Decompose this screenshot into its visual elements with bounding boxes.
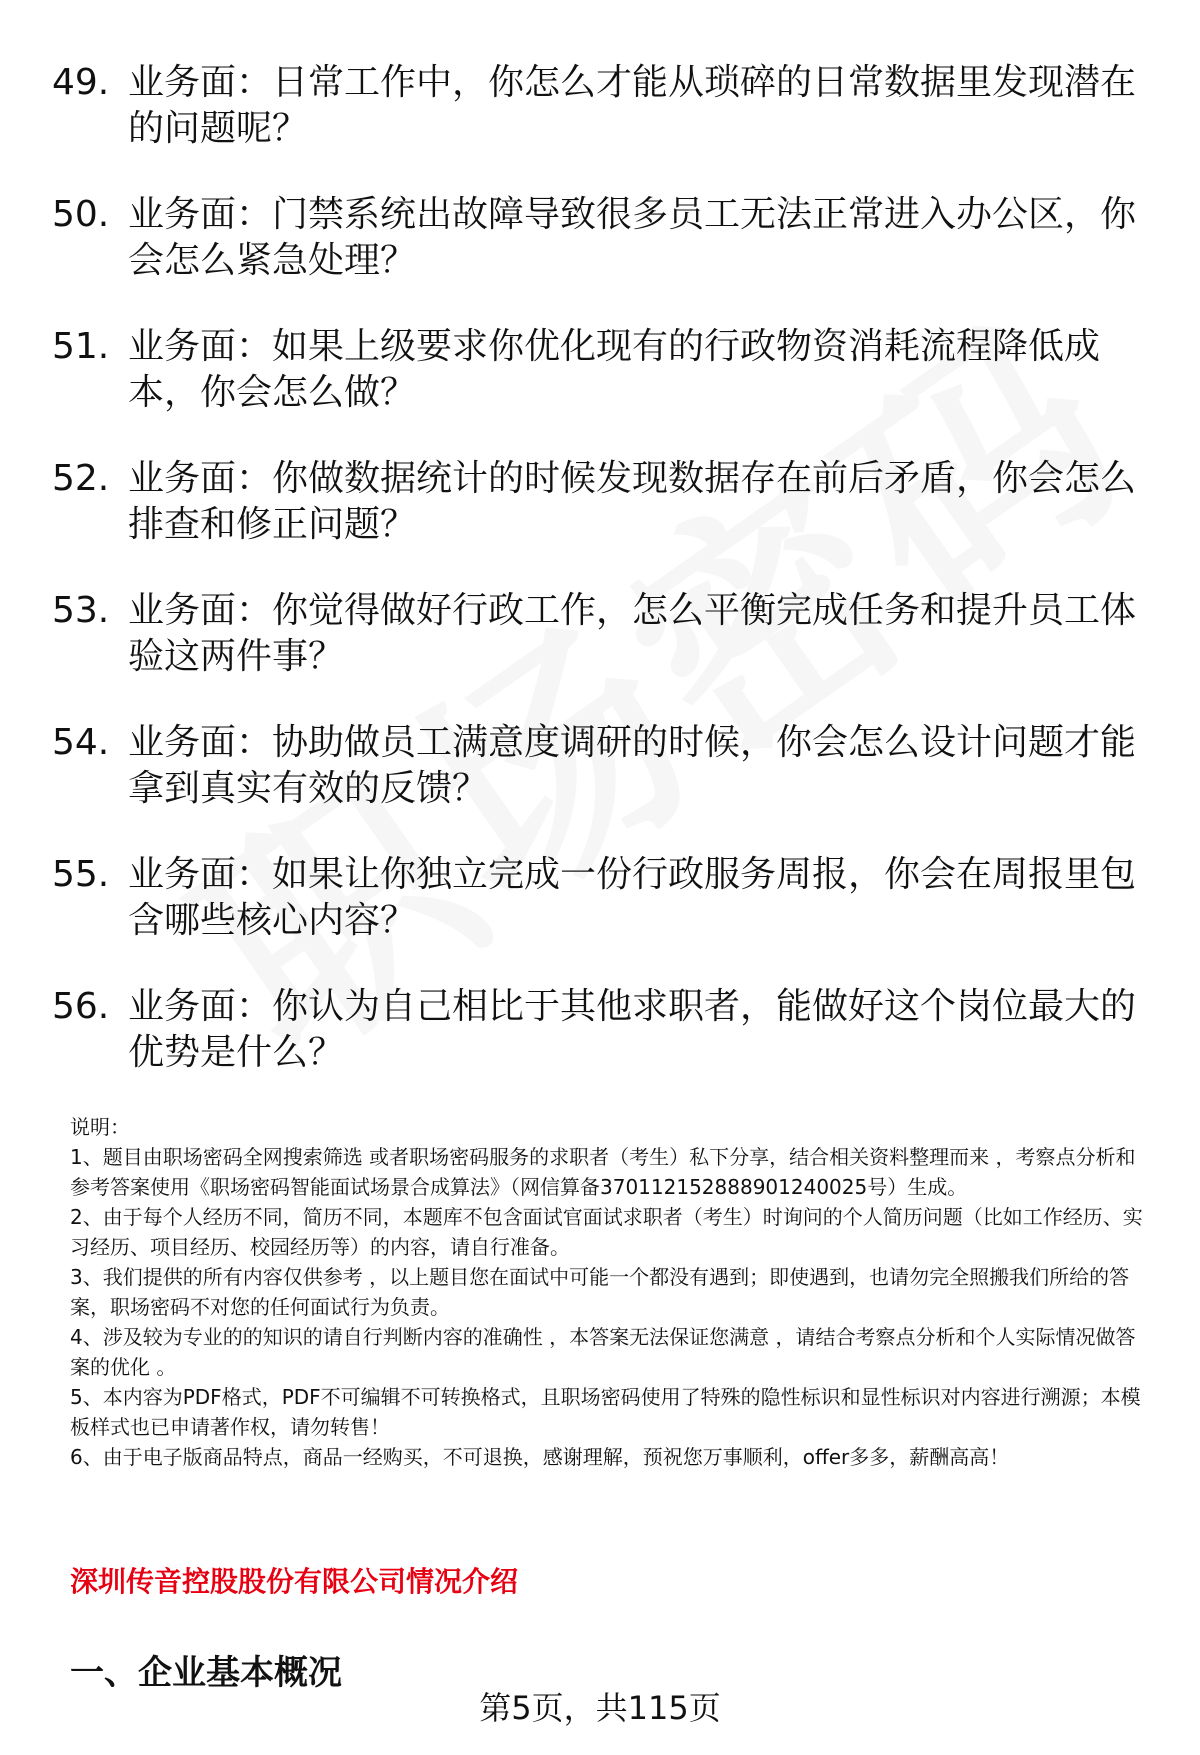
question-text: 业务面：你觉得做好行政工作，怎么平衡完成任务和提升员工体验这两件事？: [128, 590, 1137, 677]
notes-section: [70, 1112, 1155, 1472]
question-text: 业务面：协助做员工满意度调研的时候，你会怎么设计问题才能拿到真实有效的反馈？: [128, 722, 1137, 809]
question-number: 53.: [52, 590, 110, 631]
note-item: 4、涉及较为专业的的知识的请自行判断内容的准确性 ，本答案无法保证您满意 ，请结合考察点分析和个人实际情况做答案的优化 。: [70, 1325, 1136, 1379]
question-item: [52, 192, 1152, 284]
question-item: [52, 852, 1152, 944]
question-number: 55.: [52, 854, 110, 895]
question-number: 51.: [52, 326, 110, 367]
question-number: 54.: [52, 722, 110, 763]
note-item: 1、题目由职场密码全网搜索筛选 或者职场密码服务的求职者（考生）私下分享，结合相关资料整理而来 ，考察点分析和参考答案使用《职场密码智能面试场景合成算法》（网信算备370112152888901240025号）生成。: [70, 1145, 1136, 1199]
question-item: [52, 324, 1152, 416]
question-number: 52.: [52, 458, 110, 499]
question-text: 业务面：你认为自己相比于其他求职者，能做好这个岗位最大的优势是什么？: [128, 986, 1137, 1073]
section-title: 一、企业基本概况: [70, 1653, 342, 1693]
question-list: [52, 60, 1152, 1116]
note-item: 3、我们提供的所有内容仅供参考 ，以上题目您在面试中可能一个都没有遇到；即使遇到，也请勿完全照搬我们所给的答案，职场密码不对您的任何面试行为负责。: [70, 1265, 1130, 1319]
question-text: 业务面：如果让你独立完成一份行政服务周报，你会在周报里包含哪些核心内容？: [128, 854, 1137, 941]
question-text: 业务面：如果上级要求你优化现有的行政物资消耗流程降低成本，你会怎么做？: [128, 326, 1101, 413]
question-number: 49.: [52, 62, 110, 103]
question-item: [52, 984, 1152, 1076]
question-text: 业务面：日常工作中，你怎么才能从琐碎的日常数据里发现潜在的问题呢？: [128, 62, 1137, 149]
notes-heading: 说明：: [70, 1115, 130, 1139]
page-footer: 第5页，共115页: [479, 1689, 721, 1727]
question-text: 业务面：你做数据统计的时候发现数据存在前后矛盾，你会怎么排查和修正问题？: [128, 458, 1137, 545]
company-title: 深圳传音控股股份有限公司情况介绍: [70, 1565, 519, 1598]
question-number: 56.: [52, 986, 110, 1027]
question-item: [52, 588, 1152, 680]
question-item: [52, 456, 1152, 548]
question-number: 50.: [52, 194, 110, 235]
question-item: [52, 60, 1152, 152]
question-text: 业务面：门禁系统出故障导致很多员工无法正常进入办公区，你会怎么紧急处理？: [128, 194, 1137, 281]
note-item: 2、由于每个人经历不同，简历不同，本题库不包含面试官面试求职者（考生）时询问的个人简历问题（比如工作经历、实习经历、项目经历、校园经历等）的内容，请自行准备。: [70, 1205, 1143, 1259]
question-item: [52, 720, 1152, 812]
note-item: 6、由于电子版商品特点，商品一经购买，不可退换，感谢理解，预祝您万事顺利，offer多多，薪酬高高！: [70, 1445, 1010, 1469]
note-item: 5、本内容为PDF格式，PDF不可编辑不可转换格式，且职场密码使用了特殊的隐性标识和显性标识对内容进行溯源；本模板样式也已申请著作权，请勿转售！: [70, 1385, 1141, 1439]
